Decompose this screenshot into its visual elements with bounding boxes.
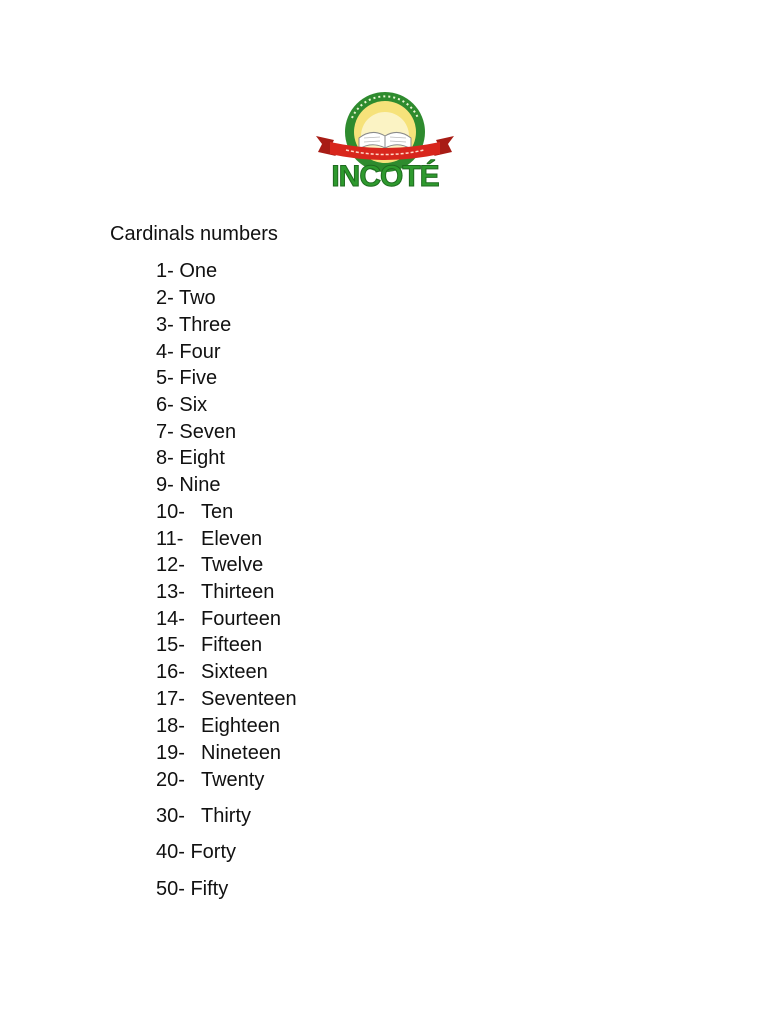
list-item: [156, 741, 281, 765]
list-item-number: 13-: [156, 581, 185, 603]
list-item: [156, 660, 268, 684]
list-item-number: 19-: [156, 742, 185, 764]
list-item-word: Four: [179, 341, 221, 363]
list-item-number: 7-: [156, 421, 174, 443]
logo-wordmark: INCOTÉ: [331, 160, 439, 192]
list-item-number: 30-: [156, 805, 185, 827]
page-heading: Cardinals numbers: [110, 223, 278, 245]
list-item: [156, 340, 220, 364]
list-item-number: 40-: [156, 841, 185, 863]
list-item-number: 12-: [156, 554, 185, 576]
list-item: [156, 500, 233, 524]
list-item: [156, 446, 225, 470]
list-item-number: 8-: [156, 447, 174, 469]
list-item: [156, 580, 274, 604]
list-item: [156, 313, 231, 337]
list-item: [156, 420, 236, 444]
list-item-word: Two: [179, 287, 216, 309]
list-item: [156, 714, 280, 738]
list-item-number: 50-: [156, 878, 185, 900]
list-item: [156, 473, 221, 497]
list-item-word: Eight: [179, 447, 225, 469]
list-item-word: Seven: [179, 421, 237, 443]
list-item: [156, 633, 262, 657]
list-item: [156, 768, 264, 792]
list-item-word: One: [179, 260, 218, 282]
list-item-number: 3-: [156, 314, 174, 336]
list-item-word: Eleven: [201, 528, 263, 550]
list-item-number: 11-: [156, 528, 184, 550]
list-item-word: Thirteen: [201, 581, 275, 603]
list-item-number: 4-: [156, 341, 174, 363]
list-item-number: 9-: [156, 474, 174, 496]
list-item: [156, 877, 228, 901]
list-item-word: Five: [179, 367, 218, 389]
list-item-number: 14-: [156, 608, 185, 630]
list-item-number: 6-: [156, 394, 174, 416]
list-item-number: 15-: [156, 634, 185, 656]
incote-logo: [312, 88, 458, 192]
list-item-number: 5-: [156, 367, 174, 389]
list-item-word: Twelve: [201, 554, 264, 576]
list-item: [156, 553, 263, 577]
list-item: [156, 840, 236, 864]
list-item-word: Thirty: [201, 805, 251, 827]
incote-logo-graphic: [312, 88, 458, 192]
list-item-word: Ten: [201, 501, 234, 523]
list-item-word: Fifty: [190, 878, 229, 900]
list-item-number: 20-: [156, 769, 185, 791]
list-item-word: Nineteen: [201, 742, 282, 764]
list-item-number: 10-: [156, 501, 185, 523]
list-item-word: Eighteen: [201, 715, 280, 737]
list-item-number: 17-: [156, 688, 185, 710]
list-item-word: Fourteen: [201, 608, 282, 630]
list-item: [156, 393, 207, 417]
list-item: [156, 366, 217, 390]
list-item-number: 1-: [156, 260, 174, 282]
list-item-number: 2-: [156, 287, 174, 309]
list-item: [156, 259, 217, 283]
list-item-word: Forty: [190, 841, 237, 863]
list-item-word: Seventeen: [201, 688, 297, 710]
list-item-word: Three: [179, 314, 232, 336]
list-item-word: Fifteen: [201, 634, 263, 656]
list-item: [156, 804, 251, 828]
list-item: [156, 527, 262, 551]
list-item-number: 16-: [156, 661, 185, 683]
list-item-word: Nine: [179, 474, 221, 496]
list-item-number: 18-: [156, 715, 185, 737]
list-item-word: Twenty: [201, 769, 265, 791]
list-item-word: Sixteen: [201, 661, 268, 683]
list-item-word: Six: [179, 394, 208, 416]
list-item: [156, 286, 216, 310]
list-item: [156, 607, 281, 631]
list-item: [156, 687, 297, 711]
